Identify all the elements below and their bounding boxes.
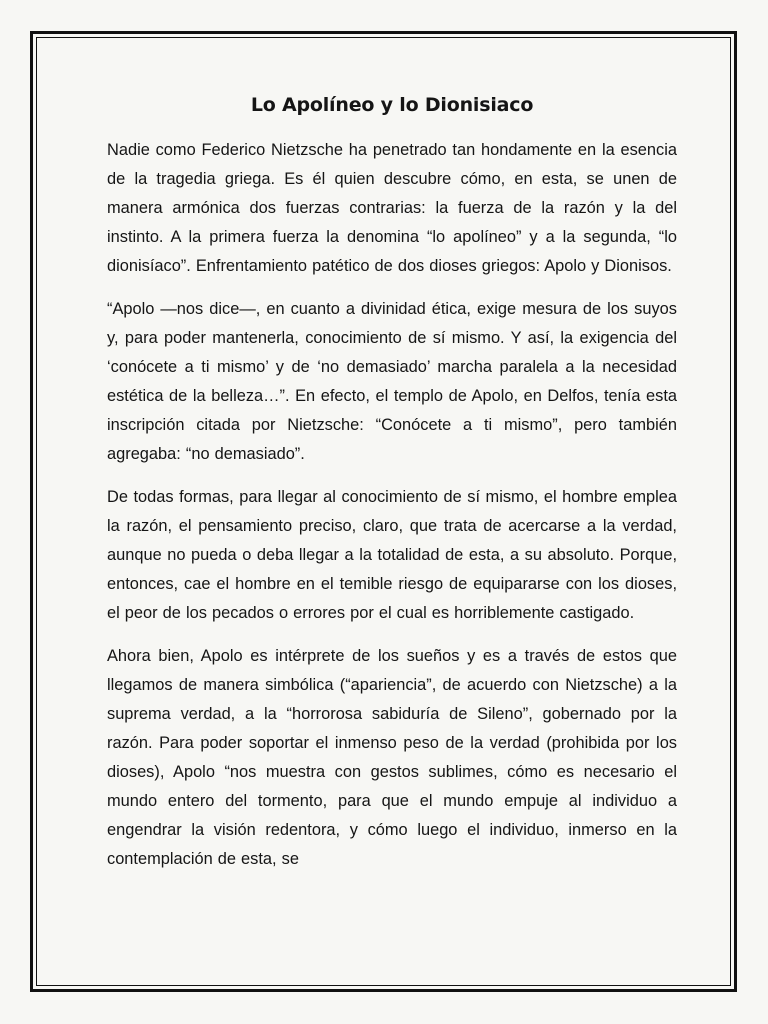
document-title: Lo Apolíneo y lo Dionisiaco [250, 94, 534, 116]
document-body [107, 90, 677, 888]
paragraph-3: De todas formas, para llegar al conocimiento de sí mismo, el hombre emplea la razón, el pensamiento preciso, claro, que trata de acercarse a la verdad, aunque no pueda o deba llegar a la totalidad de esta, a su absoluto. Porque, entonces, cae el hombre en el temible riesgo de equipararse con los dioses, el peor de los pecados o errores por el cual es horriblemente castigado. [107, 488, 677, 622]
paragraph-1: Nadie como Federico Nietzsche ha penetrado tan hondamente en la esencia de la tragedia griega. Es él quien descubre cómo, en esta, se unen de manera armónica dos fuerzas contrarias: la fuerza de la razón y la del instinto. A la primera fuerza la denomina “lo apolíneo” y a la segunda, “lo dionisíaco”. Enfrentamiento patético de dos dioses griegos: Apolo y Dionisos. [107, 141, 677, 275]
paragraph-2: “Apolo —nos dice—, en cuanto a divinidad ética, exige mesura de los suyos y, para poder mantenerla, conocimiento de sí mismo. Y así, la exigencia del ‘conócete a ti mismo’ y de ‘no demasiado’ marcha paralela a la necesidad estética de la belleza…”. En efecto, el templo de Apolo, en Delfos, tenía esta inscripción citada por Nietzsche: “Conócete a ti mismo”, pero también agregaba: “no demasiado”. [107, 300, 677, 463]
paragraph-4: Ahora bien, Apolo es intérprete de los sueños y es a través de estos que llegamos de manera simbólica (“apariencia”, de acuerdo con Nietzsche) a la suprema verdad, a la “horrorosa sabiduría de Sileno”, gobernado por la razón. Para poder soportar el inmenso peso de la verdad (prohibida por los dioses), Apolo “nos muestra con gestos sublimes, cómo es necesario el mundo entero del tormento, para que el mundo empuje al individuo a engendrar la visión redentora, y cómo luego el individuo, inmerso en la contemplación de esta, se [107, 647, 677, 868]
